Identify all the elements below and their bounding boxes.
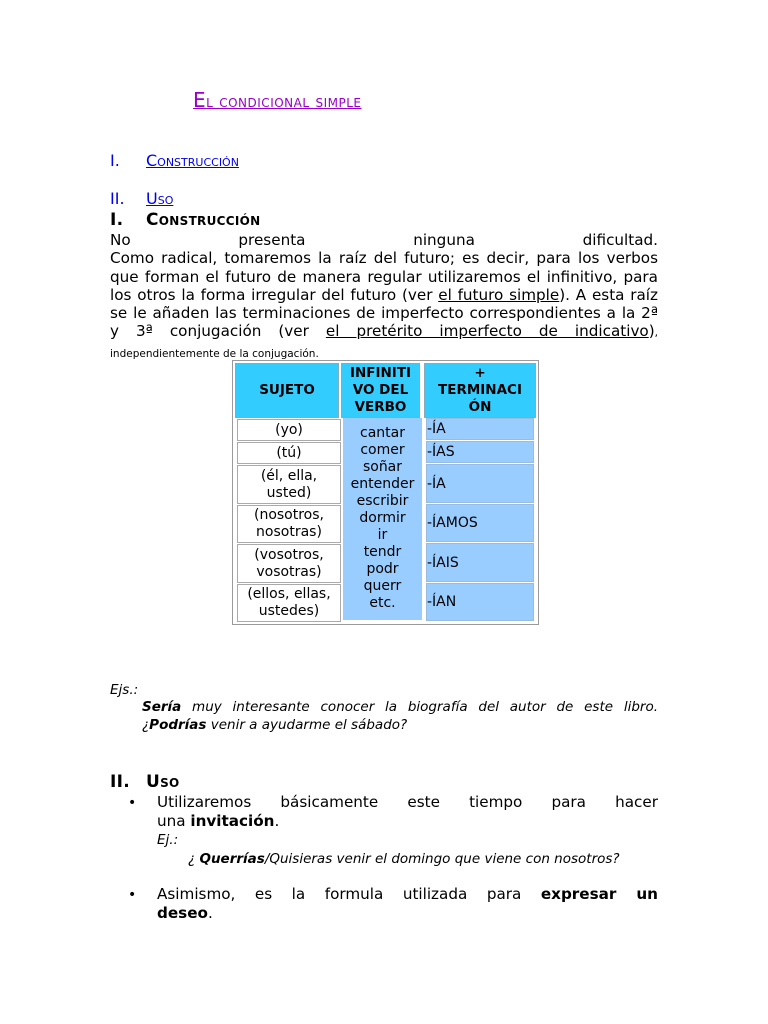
section-heading-uso: II. Uso: [110, 772, 180, 792]
verb-item: dormir: [359, 510, 406, 526]
verb-item: escribir: [356, 493, 409, 509]
examples-label: Ejs.:: [110, 682, 139, 698]
verb-item: soñar: [362, 459, 403, 475]
ending-cell: -ÍAS: [426, 441, 534, 463]
ending-cell: -ÍAN: [426, 583, 534, 621]
bullet-invitacion: Utilizaremos básicamente este tiempo para hacer una invitación.: [157, 793, 658, 830]
subject-cell: (él, ella, usted): [237, 465, 341, 504]
ending-cell: -ÍAIS: [426, 543, 534, 582]
verb-item: ir: [377, 527, 388, 543]
subject-cell: (ellos, ellas, ustedes): [237, 584, 341, 622]
subject-cell: (yo): [237, 419, 341, 441]
paragraph-body: Como radical, tomaremos la raíz del futuro; es decir, para los verbos que forman el futuro de manera regular utilizaremos el infinitivo, para los otros la forma irregular del futuro (ver el futuro simple). A esta raíz se le añaden las terminaciones de imperfecto correspondientes a la 2ª y 3ª conjugación (ver el pretérito imperfecto de indicativo), independientemente de la conjugación.: [110, 249, 658, 360]
verb-item: etc.: [369, 595, 396, 611]
link-futuro-simple[interactable]: el futuro simple: [438, 285, 560, 304]
bullet-deseo: Asimismo, es la formula utilizada para expresar un deseo.: [157, 885, 658, 922]
verb-item: comer: [360, 442, 405, 458]
verb-list: [343, 418, 422, 620]
section-heading-construccion: I. Construcción: [110, 210, 261, 230]
header-sujeto: SUJETO: [235, 363, 339, 418]
conjugation-table: [232, 360, 539, 625]
example-sentence-2: ¿Podrías venir a ayudarme el sábado?: [142, 717, 408, 733]
ending-cell: -ÍA: [426, 418, 534, 440]
page-title: El condicional simple: [193, 88, 362, 112]
link-preterito-imperfecto[interactable]: el pretérito imperfecto de indicativo: [325, 322, 649, 341]
paragraph-line-1: No presenta ninguna dificultad.: [110, 231, 658, 249]
subject-cell: (vosotros, vosotras): [237, 544, 341, 583]
header-terminacion: + TERMINACI ÓN: [424, 363, 536, 418]
construction-paragraph: [110, 231, 658, 363]
example-sentence-1: Sería muy interesante conocer la biografía del autor de este libro.: [142, 699, 658, 715]
ending-cell: -ÍAMOS: [426, 504, 534, 542]
toc-link-uso[interactable]: II. Uso: [110, 189, 174, 208]
bullet-icon: •: [128, 795, 137, 811]
subject-cell: (tú): [237, 442, 341, 464]
ending-cell: -ÍA: [426, 464, 534, 503]
example-sentence-3: ¿ Querrías/Quisieras venir el domingo que viene con nosotros?: [188, 851, 620, 867]
verb-item: entender: [350, 476, 415, 492]
verb-item: cantar: [360, 425, 405, 441]
verb-item: querr: [363, 578, 402, 594]
example-label-2: Ej.:: [157, 832, 179, 848]
subject-cell: (nosotros, nosotras): [237, 505, 341, 543]
toc-link-construccion[interactable]: I. Construcción: [110, 151, 239, 170]
bullet-icon: •: [128, 887, 137, 903]
verb-item: tendr: [363, 544, 402, 560]
verb-item: podr: [366, 561, 399, 577]
header-infinitivo: INFINITI VO DEL VERBO: [341, 363, 420, 418]
